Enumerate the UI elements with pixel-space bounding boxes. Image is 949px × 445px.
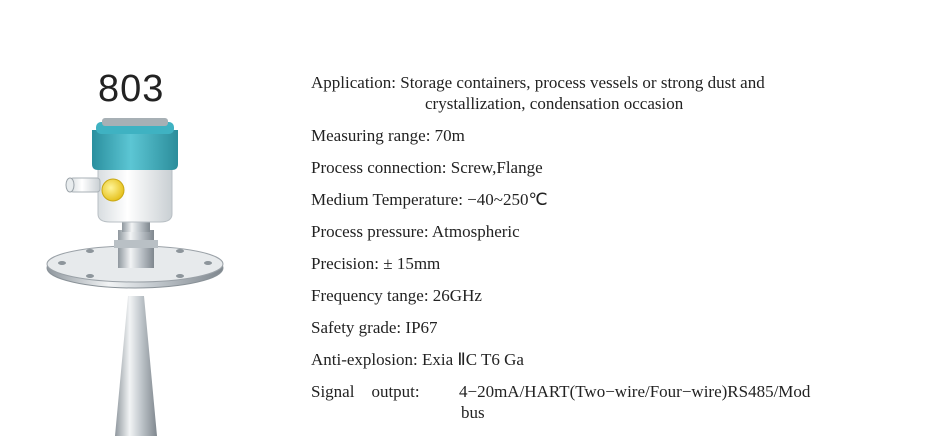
spec-safety-grade: Safety grade: IP67: [311, 318, 438, 337]
spec-anti-explosion: Anti-explosion: Exia ⅡC T6 Ga: [311, 350, 524, 369]
spec-precision: Precision: ± 15mm: [311, 254, 441, 273]
spec-frequency: Frequency tange: 26GHz: [311, 286, 482, 305]
housing-lid: [92, 130, 178, 170]
cone-antenna: [115, 296, 157, 436]
spec-application: Application: Storage containers, process vessels or strong dust and: [311, 73, 765, 92]
terminal-cap: [102, 179, 124, 201]
spec-medium-temperature: Medium Temperature: −40~250℃: [311, 190, 548, 209]
signal-output-label: Signal output:: [311, 382, 420, 401]
spec-process-connection: Process connection: Screw,Flange: [311, 158, 543, 177]
spec-signal-output-cont: bus: [461, 403, 485, 422]
model-number: 803: [98, 68, 165, 110]
signal-output-value: 4−20mA/HART(Two−wire/Four−wire)RS485/Mod: [459, 382, 811, 401]
radar-level-meter-image: [40, 118, 230, 438]
spec-signal-output: [311, 382, 810, 402]
neck: [118, 230, 154, 268]
spec-application-cont: crystallization, condensation occasion: [425, 94, 684, 113]
spec-process-pressure: Process pressure: Atmospheric: [311, 222, 520, 241]
spec-measuring-range: Measuring range: 70m: [311, 126, 465, 145]
